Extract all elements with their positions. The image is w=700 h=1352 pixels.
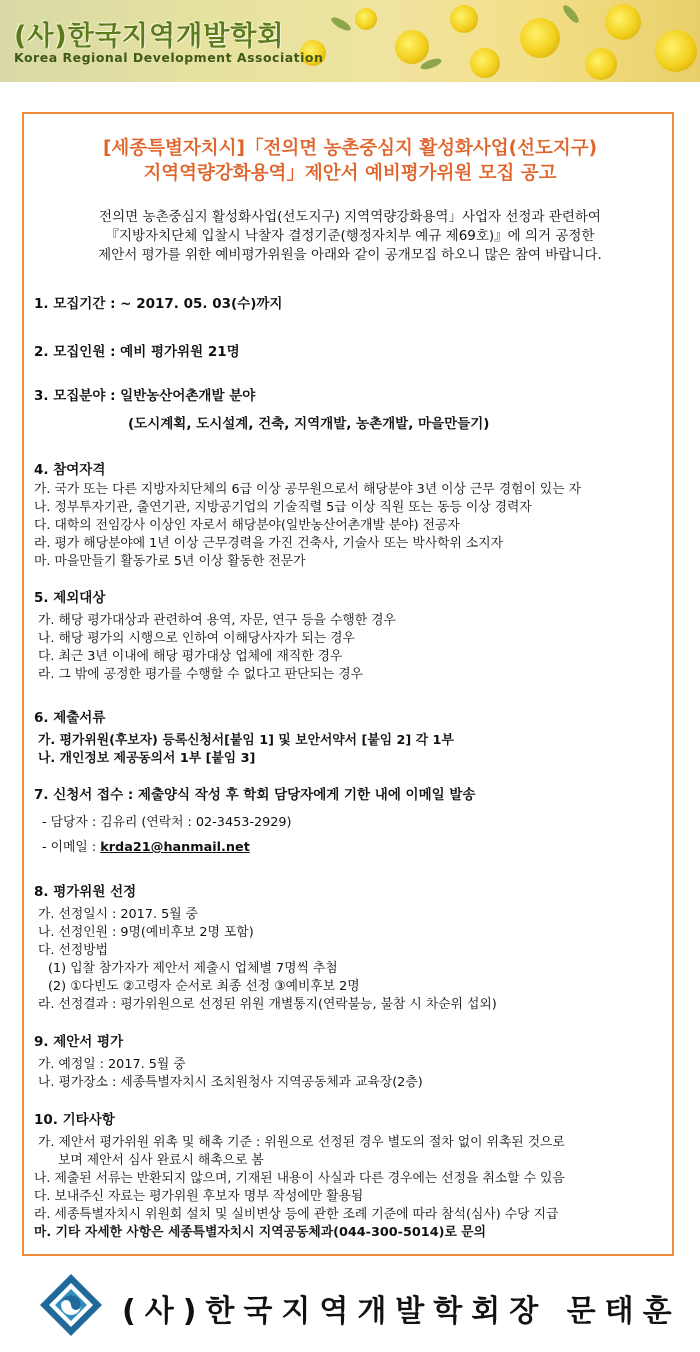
intro-line: 전의면 농촌중심지 활성화사업(선도지구) 지역역량강화용역」사업자 선정과 관련하여 [99,209,601,225]
section-documents: 6. 제출서류 [34,710,106,726]
section-others: 10. 기타사항 [34,1112,115,1128]
documents-item: 나. 개인정보 제공동의서 1부 [붙임 3] [38,751,256,766]
section-recruit-field: 3. 모집분야 : 일반농산어촌개발 분야 [34,388,256,404]
selection-item: 다. 선정방법 [38,943,108,958]
section-exclusion: 5. 제외대상 [34,590,106,606]
eligibility-item: 다. 대학의 전임강사 이상인 자로서 해당분야(일반농산어촌개발 분야) 전공자 [34,518,460,533]
email-link[interactable]: krda21@hanmail.net [100,840,250,855]
eligibility-item: 라. 평가 해당분야에 1년 이상 근무경력을 가진 건축사, 기술사 또는 박사학위 소지자 [34,536,503,551]
eligibility-item: 나. 정부투자기관, 출연기관, 지방공기업의 기술직렬 5급 이상 직원 또는 동등 이상 경력자 [34,500,532,515]
exclusion-item: 나. 해당 평가의 시행으로 인하여 이해당사자가 되는 경우 [38,631,355,646]
header-banner [0,0,700,82]
notice-box [22,112,674,1256]
header-subtitle: Korea Regional Development Association [14,50,324,65]
notice-title-line2: 지역역량강화용역」제안서 예비평가위원 모집 공고 [143,163,557,184]
selection-subitem: (1) 입찰 참가자가 제안서 제출시 업체별 7명씩 추첨 [48,961,338,976]
email-label: - 이메일 : [42,840,101,855]
recruit-field-detail: (도시계획, 도시설계, 건축, 지역개발, 농촌개발, 마을만들기) [128,416,490,432]
eligibility-item: 마. 마을만들기 활동가로 5년 이상 활동한 전문가 [34,554,306,569]
exclusion-item: 가. 해당 평가대상과 관련하여 용역, 자문, 연구 등을 수행한 경우 [38,613,396,628]
contact-person: - 담당자 : 김유리 (연락처 : 02-3453-2929) [42,815,292,830]
section-recruit-period: 1. 모집기간 : ~ 2017. 05. 03(수)까지 [34,296,283,312]
section-evaluation: 9. 제안서 평가 [34,1034,124,1050]
others-item: 나. 제출된 서류는 반환되지 않으며, 기재된 내용이 사실과 다른 경우에는 선정을 취소할 수 있음 [34,1171,565,1186]
intro-line: 『지방자치단체 입찰시 낙찰자 결정기준(행정자치부 예규 제69호)』에 의거 공정한 [105,228,595,244]
section-eligibility: 4. 참여자격 [34,462,106,478]
selection-item: 나. 선정인원 : 9명(예비후보 2명 포함) [38,925,254,940]
others-item: 마. 기타 자세한 사항은 세종특별자치시 지역공동체과(044-300-5014)로 문의 [34,1225,486,1240]
evaluation-item: 나. 평가장소 : 세종특별자치시 조치원청사 지역공동체과 교육장(2층) [38,1075,423,1090]
others-item-continued: 보며 제안서 심사 완료시 해촉으로 봄 [58,1153,264,1168]
section-application: 7. 신청서 접수 : 제출양식 작성 후 학회 담당자에게 기한 내에 이메일 발송 [34,787,476,803]
eligibility-item: 가. 국가 또는 다른 지방자치단체의 6급 이상 공무원으로서 해당분야 3년 이상 근무 경험이 있는 자 [34,482,582,497]
evaluation-item: 가. 예정일 : 2017. 5월 중 [38,1057,186,1072]
others-item: 다. 보내주신 자료는 평가위원 후보자 명부 작성에만 활용됨 [34,1189,364,1204]
association-logo-icon [38,1272,104,1338]
selection-item: 가. 선정일시 : 2017. 5월 중 [38,907,199,922]
header-title: (사)한국지역개발학회 [14,21,285,52]
selection-item: 라. 선정결과 : 평가위원으로 선정된 위원 개별통지(연락불능, 불참 시 차순위 섭외) [38,997,497,1012]
section-selection: 8. 평가위원 선정 [34,884,137,900]
footer-signature: (사)한국지역개발학회장 문태훈 [122,1294,681,1329]
selection-subitem: (2) ①다빈도 ②고령자 순서로 최종 선정 ③예비후보 2명 [48,979,360,994]
intro-line: 제안서 평가를 위한 예비평가위원을 아래와 같이 공개모집 하오니 많은 참여 바랍니다. [98,247,602,263]
section-recruit-count: 2. 모집인원 : 예비 평가위원 21명 [34,344,240,360]
notice-title-line1: [세종특별자치시]「전의면 농촌중심지 활성화사업(선도지구) [102,138,598,159]
exclusion-item: 다. 최근 3년 이내에 해당 평가대상 업체에 재직한 경우 [38,649,343,664]
others-item: 가. 제안서 평가위원 위촉 및 해촉 기준 : 위원으로 선정된 경우 별도의 절차 없이 위촉된 것으로 [38,1135,565,1150]
contact-email-row [42,836,250,855]
others-item: 라. 세종특별자치시 위원회 설치 및 실비변상 등에 관한 조례 기준에 따라 참석(심사) 수당 지급 [34,1207,559,1222]
documents-item: 가. 평가위원(후보자) 등록신청서[붙임 1] 및 보안서약서 [붙임 2] 각 1부 [38,733,454,748]
exclusion-item: 라. 그 밖에 공정한 평가를 수행할 수 없다고 판단되는 경우 [38,667,363,682]
